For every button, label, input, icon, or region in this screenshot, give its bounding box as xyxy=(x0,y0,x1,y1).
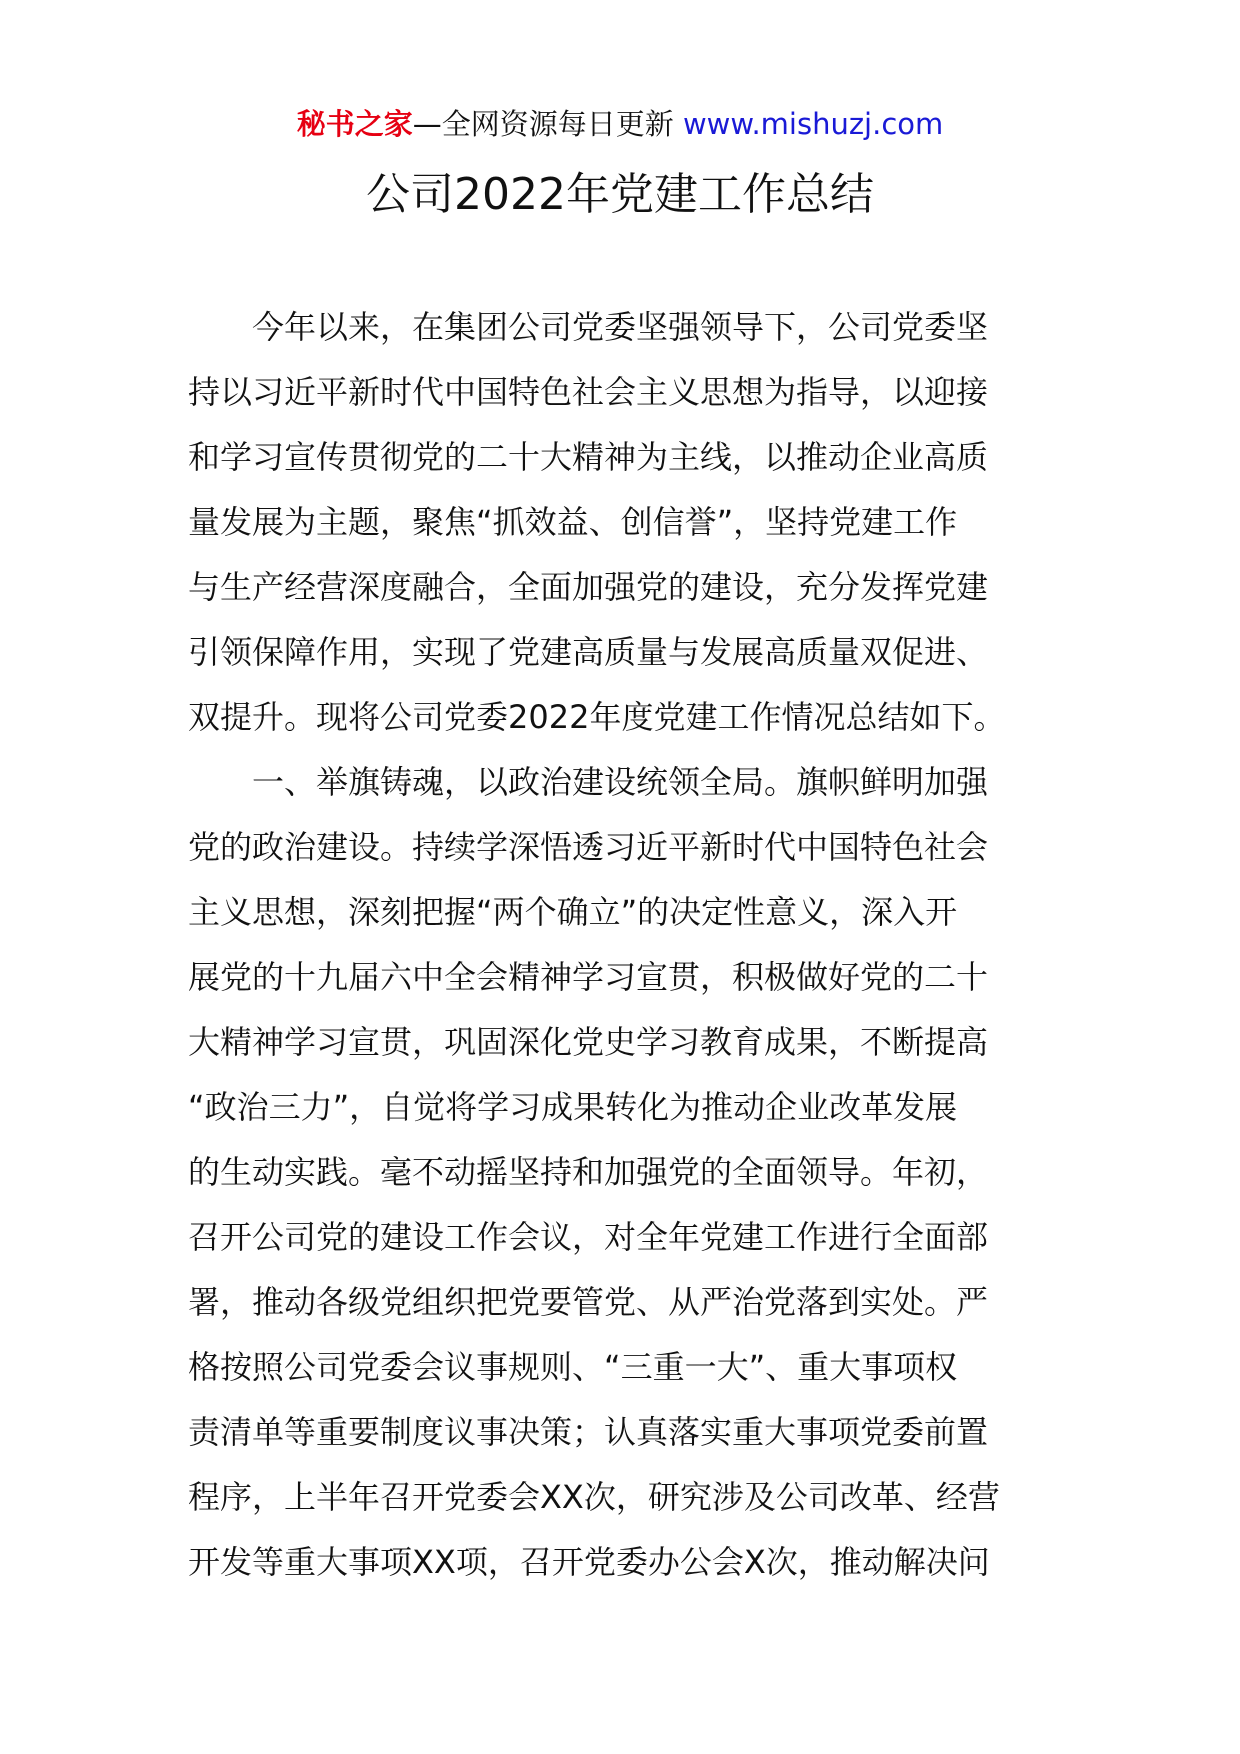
body-line: 今年以来，在集团公司党委坚强领导下，公司党委坚 xyxy=(252,308,989,346)
body-line: 程序，上半年召开党委会XX次，研究涉及公司改革、经营 xyxy=(188,1478,1000,1516)
body-line: 量发展为主题，聚焦“抓效益、创信誉”，坚持党建工作 xyxy=(188,503,958,541)
body-line: “政治三力”，自觉将学习成果转化为推动企业改革发展 xyxy=(188,1088,958,1126)
site-brand: 秘书之家 xyxy=(296,107,413,141)
body-line: 展党的十九届六中全会精神学习宣贯，积极做好党的二十 xyxy=(188,958,989,996)
body-line: 的生动实践。毫不动摇坚持和加强党的全面领导。年初， xyxy=(188,1153,989,1191)
body-line: 一、举旗铸魂，以政治建设统领全局。旗帜鲜明加强 xyxy=(252,763,989,801)
document-body xyxy=(188,295,1058,1595)
body-line: 开发等重大事项XX项，召开党委办公会X次，推动解决问 xyxy=(188,1543,990,1581)
body-line: 责清单等重要制度议事决策；认真落实重大事项党委前置 xyxy=(188,1413,989,1451)
body-line: 大精神学习宣贯，巩固深化党史学习教育成果，不断提高 xyxy=(188,1023,989,1061)
body-line: 与生产经营深度融合，全面加强党的建设，充分发挥党建 xyxy=(188,568,989,606)
site-tagline: —全网资源每日更新 xyxy=(412,107,683,141)
body-line: 格按照公司党委会议事规则、“三重一大”、重大事项权 xyxy=(188,1348,958,1386)
body-line: 署，推动各级党组织把党要管党、从严治党落到实处。严 xyxy=(188,1283,989,1321)
body-line: 持以习近平新时代中国特色社会主义思想为指导，以迎接 xyxy=(188,373,989,411)
body-line: 和学习宣传贯彻党的二十大精神为主线，以推动企业高质 xyxy=(188,438,989,476)
document-title: 公司2022年党建工作总结 xyxy=(366,169,874,220)
site-url[interactable]: www.mishuzj.com xyxy=(682,107,944,141)
body-line: 党的政治建设。持续学深悟透习近平新时代中国特色社会 xyxy=(188,828,989,866)
body-line: 主义思想，深刻把握“两个确立”的决定性意义，深入开 xyxy=(188,893,958,931)
site-header xyxy=(0,104,1240,144)
body-line: 引领保障作用，实现了党建高质量与发展高质量双促进、 xyxy=(188,633,989,671)
body-line: 双提升。现将公司党委2022年度党建工作情况总结如下。 xyxy=(188,698,1006,736)
body-line: 召开公司党的建设工作会议，对全年党建工作进行全面部 xyxy=(188,1218,989,1256)
